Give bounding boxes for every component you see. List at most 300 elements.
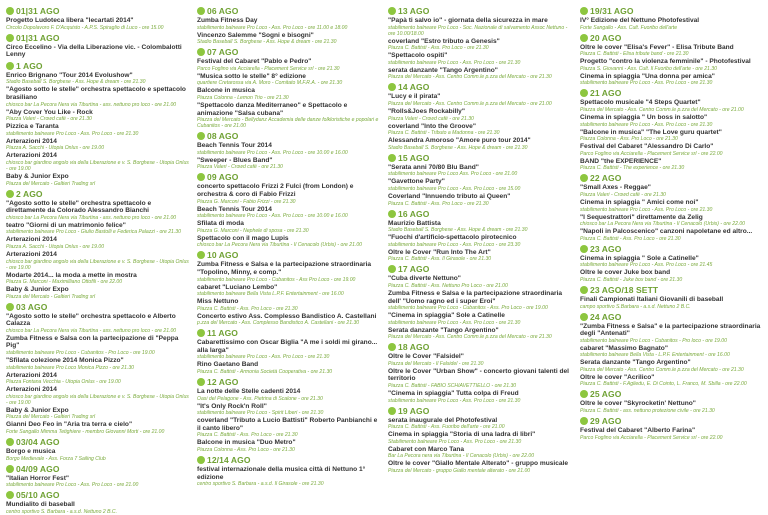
day-block (197, 6, 380, 45)
event-title: Balcone in musica (197, 87, 255, 95)
event-title: "Cinema in spiaggia" Sole a Catinelle (388, 312, 505, 320)
bullet-icon (580, 245, 588, 253)
day-date: 23 AGO/18 SETT (590, 284, 659, 295)
event-details: Piazza Valeri - Crowd café - ore 21.30 (580, 191, 666, 198)
event-details: stabilimento balneare Pro Loco - Ass. Pro Loco - ore 21.30 (580, 80, 713, 87)
event-details: stabilimento balneare Pro Loco - Ass. Pro Loco - ore 21.30 (580, 206, 713, 213)
event-item (580, 184, 764, 198)
day-header (6, 61, 189, 71)
event-title: Serata danzante "Tango Argentino" (388, 326, 499, 334)
event-title: Spettacolo con il mago Lupis (197, 234, 289, 242)
day-header (580, 173, 764, 183)
event-title: Festival del Cabaret "Alberto Farina" (580, 427, 696, 435)
event-item (580, 228, 764, 242)
event-title: Cinema in spiaggia "Storia di una ladra di libri" (388, 431, 536, 439)
event-item (580, 17, 764, 31)
event-item (197, 32, 380, 46)
event-details: Piazza C. Battisti - Tributo a Madonna - ore 21.30 (388, 130, 500, 137)
bullet-icon (6, 34, 14, 42)
event-details: chiosco bar La Pecora Nera via Tiburtina - Il Cenacolo (Urbis) - ore 22.00 (580, 221, 746, 228)
event-details: Piazza del Mercato - Ass. Centro Comm.le p.zza del Mercato - ore 21.30 (580, 366, 744, 373)
event-title: Borgo e musica (6, 448, 56, 456)
event-details: stabilimento balneare Bella Vista L.P.F. Entertainment - ore 16.00 (197, 291, 344, 298)
calendar-column-1 (6, 4, 189, 515)
event-title: Zumba Fitness e Salsa e la partecipazione straordinaria "Topolino, Minny, e comp." (197, 261, 372, 276)
event-details: Piazza C. Battisti - F.Agliedu, E. Di Cointo, L. Franco, M. Sbilla - ore 22.00 (580, 381, 747, 388)
bullet-icon (6, 465, 14, 473)
day-block (580, 312, 764, 388)
event-title: Oltre le Cover "Falsidel" (388, 353, 464, 361)
event-details: Piazza del Mercato - Ass. Centro Comm.le p.zza del Mercato - ore 21.30 (388, 74, 552, 81)
event-title: "I Sequestrattori" direttamente da Zelig (580, 213, 703, 221)
event-details: Piazza C. Battisti - Ass. Pro Loco - ore 21.30 (580, 235, 681, 242)
event-title: Arterazioni 2014 (6, 137, 57, 145)
day-header (197, 377, 380, 387)
bullet-icon (197, 173, 205, 181)
event-item (197, 17, 380, 31)
day-block (580, 173, 764, 241)
event-item (580, 400, 764, 414)
event-item (6, 448, 189, 462)
event-item (580, 323, 764, 344)
event-item (580, 44, 764, 58)
event-title: Serata danzante "Tango Argentino" (580, 359, 691, 367)
bullet-icon (388, 154, 396, 162)
event-item (197, 403, 380, 417)
event-title: Zumba Fitness e Salsa con la partecipazione di "Peppa Pig" (6, 334, 179, 350)
day-header (197, 47, 380, 57)
event-details: stabilimento balneare Pro Loco - Ass. Pro Loco - ore 21.30 (388, 397, 521, 404)
bullet-icon (580, 390, 588, 398)
event-title: Cabarettissimo con Oscar Biglia "A me i soldi mi girano... alla larga" (197, 339, 378, 354)
day-header (197, 131, 380, 141)
event-title: Baby & Junior Expo (6, 406, 69, 414)
event-title: "Musica sotto le stelle" 8° edizione (197, 72, 306, 80)
day-header (388, 82, 571, 92)
event-title: Baby & Junior Expo (6, 172, 69, 180)
day-date: 12 AGO (207, 377, 239, 388)
event-title: Balcone in musica "Duo Metro" (197, 439, 296, 447)
event-title: "Agosto sotto le stelle" orchestra spettacolo e spettacolo brasiliano (6, 86, 186, 101)
day-header (580, 312, 764, 322)
bullet-icon (388, 265, 396, 273)
event-item (197, 261, 380, 282)
event-item (197, 206, 380, 220)
day-date: 18 AGO (398, 342, 430, 353)
bullet-icon (6, 62, 14, 70)
bullet-icon (197, 456, 205, 464)
event-details: Piazza C. Battisti - Ass. Pro Loco - ore 21.30 (388, 45, 489, 52)
event-details: Stadio Baseball S. Borghese - Ass. Hope & dream - ore 21.30 (197, 39, 337, 46)
event-title: "Zumba Fitness e Salsa" e la partecipazione straordinaria degli "Antenati" (580, 322, 761, 338)
event-details: Piazza C. Battisti - Armonia Società Cooperativa - ore 21.30 (197, 369, 333, 376)
event-details: stabilimento balneare Pro Loco - Ass. Pro Loco - ore 21.45 (580, 262, 713, 269)
event-item (580, 114, 764, 128)
bullet-icon (197, 48, 205, 56)
event-details: Oasi del Pelagone - Ass. Pietrina di Scalone - ore 21.30 (197, 395, 323, 402)
bullet-icon (580, 313, 588, 321)
day-block (197, 172, 380, 248)
event-item (388, 327, 571, 341)
event-details: stabilimento balneare Pro Loco - Cubanitos - Pro Loco - ore 19.00 (6, 350, 155, 357)
event-details: Piazza C. Battisti - FABIO SCHIAVETTIELLO - ore 21.30 (388, 383, 517, 390)
event-title: "Spettacolo danza Mediterraneo" e Spettacolo e animazione "Salsa cubana" (197, 101, 348, 117)
event-item (197, 220, 380, 234)
bullet-icon (580, 286, 588, 294)
day-header (6, 189, 189, 199)
day-date: 24 AGO (590, 311, 622, 322)
event-details: chiosco bar La Pecora Nera via Tiburtina - ass. nettuno pro loco - ore 21.00 (6, 327, 177, 334)
event-title: "Italian Horror Fest" (6, 474, 70, 482)
event-details: Forte Sangallo - Ass. Cult. Fuoribo dell'arte (580, 24, 678, 31)
event-title: cabaret "Luciano Lembo" (197, 283, 278, 291)
event-title: Miss Nettuno (197, 298, 239, 306)
day-header (388, 406, 571, 416)
event-details: campo sportivo S.Barbara - a.s.d. Nettuno 2 B.C. (580, 303, 691, 310)
event-details: stabilimento balneare Pro Loco - Ass. Pro Loco - ore 10.00 e 16.00 (197, 149, 348, 156)
day-block (388, 6, 571, 80)
event-item (197, 339, 380, 360)
day-block (388, 406, 571, 474)
event-title: Cinema in spiaggia " Un boss in salotto" (580, 113, 708, 121)
day-block (6, 61, 189, 187)
event-details: Piazza C. Battisti - Ass. Pro Loco - ore 21.30 (388, 200, 489, 207)
event-title: "Gavettone Party" (388, 178, 445, 186)
event-item (197, 417, 380, 438)
event-item (197, 298, 380, 312)
event-title: "Spettacolo ospiti" (388, 52, 448, 60)
event-details: Piazza C. Battisti - Ass. Nettuno Pro Loco - ore 21.00 (388, 282, 508, 289)
event-item (388, 417, 571, 431)
event-details: Stadio Baseball S. Borghese - Ass. Hope & dream - ore 21.30 (6, 79, 146, 86)
event-item (197, 439, 380, 453)
event-item (6, 313, 189, 334)
event-details: Parco Foglino via Acciarella - Placement Service srl - ore 21.30 (197, 65, 340, 72)
event-details: centro sportivo S. Barbara - a.s.d. Il Girasole - ore 21.30 (197, 481, 324, 488)
event-details: Piazza del Mercato - Ass. Centro Comm.le p.zza del Mercato - ore 21.00 (388, 100, 552, 107)
event-details: Piazza C. Battisti - Ass. Pro Loco - ore 21.30 (197, 432, 298, 439)
event-title: "Agosto sotto le stelle" orchestra spettacolo e direttamente da Colorado Alessandro Bianchi (6, 199, 152, 215)
event-item (6, 286, 189, 300)
day-header (580, 88, 764, 98)
event-item (197, 87, 380, 101)
event-title: Oltre le Cover "Urban Show" - concerto giovani talenti del territorio (388, 367, 570, 383)
event-item (388, 234, 571, 248)
event-title: "Small Axes - Reggae" (580, 184, 651, 192)
day-header (197, 455, 380, 465)
event-title: "Napoli in Palcoscenico" canzoni napoletane ed altro... (580, 228, 753, 236)
event-item (580, 199, 764, 213)
event-details: chiosco bar giardino angolo via della Liberazione e v. S. Borghese - Utopia Onlus - ore 19.00 (6, 393, 189, 406)
day-header (388, 264, 571, 274)
event-details: stabilimento balneare Pro Loco - Spirit Liberi - ore 21.30 (197, 410, 324, 417)
event-title: Concerto estivo Ass. Complesso Bandistico A. Castellani (197, 312, 377, 320)
event-details: Piazza Valeri - Crowd café - ore 21.30 (197, 164, 283, 171)
day-block (6, 302, 189, 435)
bullet-icon (6, 491, 14, 499)
event-details: Piazza S. Giovanni - Ass. Cult. Il Fuoribo dell'arte - ore 21.30 (580, 65, 717, 72)
event-title: "Sfilata colezione 2014 Monica Pizzo" (6, 357, 124, 365)
event-title: "Serata anni 70/80 Blu Band" (388, 163, 479, 171)
event-title: Finali Campionati Italiani Giovanili di baseball (580, 295, 724, 303)
event-details: Forte Sangallo Mimma Tetighiere - membro Giovanni Morti - ore 21.00 (6, 429, 165, 436)
event-item (388, 164, 571, 178)
event-item (388, 275, 571, 289)
event-details: Borgo Medievale - Ass. Forza 7 Sailing Club (6, 455, 106, 462)
event-details: Piazza del Mercato - Galtieri Trading srl (6, 414, 96, 421)
day-block (580, 285, 764, 310)
event-title: Progetto "contro la violenza femminile" - Photofestival (580, 58, 751, 66)
day-block (6, 464, 189, 489)
day-header (388, 6, 571, 16)
event-details: Stadio Baseball S. Borghese - Ass. Hope & dream - ore 21.30 (388, 144, 528, 151)
day-date: 20 AGO (590, 32, 622, 43)
event-item (388, 137, 571, 151)
day-date: 19/31 AGO (590, 6, 634, 16)
event-item (388, 52, 571, 66)
event-item (6, 501, 189, 515)
event-item (388, 431, 571, 445)
day-header (388, 209, 571, 219)
event-details: Stadio Baseball S. Borghese - Ass. Hope & dream - ore 21.30 (388, 227, 528, 234)
day-block (6, 189, 189, 300)
day-header (197, 172, 380, 182)
day-block (6, 490, 189, 515)
event-item (6, 173, 189, 187)
day-date: 25 AGO (590, 389, 622, 400)
day-block (6, 33, 189, 59)
event-title: Arterazioni 2014 (6, 250, 57, 258)
event-item (6, 17, 189, 31)
bullet-icon (197, 251, 205, 259)
day-header (388, 153, 571, 163)
event-item (388, 123, 571, 137)
event-item (388, 17, 571, 37)
event-item (6, 236, 189, 250)
bullet-icon (388, 7, 396, 15)
event-title: Beach Tennis Tour 2014 (197, 142, 272, 150)
event-item (388, 312, 571, 326)
event-title: coverland "Tributo a Lucio Battisti" Roberto Panbianchi e il canto libero" (197, 417, 378, 432)
day-header (388, 342, 571, 352)
day-header (580, 389, 764, 399)
day-block (6, 437, 189, 462)
event-title: cabaret "Massimo Bagnato" (580, 344, 668, 352)
event-details: stabilimento balneare Pro Loco - Ass. Pro Loco - ore 21.30 (388, 59, 521, 66)
event-item (6, 386, 189, 406)
event-details: chiosco bar La Pecora Nera via Tiburtina - Il Cenacolo (Urbis) - ore 21.00 (197, 242, 363, 249)
event-item (6, 357, 189, 371)
event-item (388, 220, 571, 234)
event-details: stabilimento balneare Pro Loco Monica Pizzo - ore 21.30 (6, 364, 134, 371)
bullet-icon (6, 303, 14, 311)
event-details: Bar La Pecora nera via Tiburtina - Il Cenacolo (Urbis) - ore 22.00 (388, 453, 535, 460)
event-item (580, 359, 764, 373)
event-details: centro sportivo S. Barbara - a.s.d. Nettuno 2 B.C. (6, 508, 117, 515)
event-details: Piazza Colonna - Ass. Pro Loco - ore 21.30 (580, 136, 678, 143)
event-title: Oltre le cover "Skyrocketin' Nettuno" (580, 400, 696, 408)
bullet-icon (388, 407, 396, 415)
day-date: 22 AGO (590, 173, 622, 184)
event-title: Oltre le cover Juke box band (580, 269, 671, 277)
event-title: serata danzante "Tango Argentino" (388, 66, 498, 74)
day-header (580, 33, 764, 43)
event-details: stabilimento balneare Pro Loco - Ass. Pro Loco - ore 21.30 (197, 354, 330, 361)
event-item (6, 72, 189, 86)
event-details: chiosco bar La Pecora Nera via Tiburtina - ass. nettuno pro loco - ore 21.00 (6, 101, 177, 108)
event-title: Oltre le cover "Giallo Mentale Alterato" - gruppo musicale (388, 460, 569, 468)
event-item (580, 158, 764, 172)
event-title: Arterazioni 2014 (6, 386, 57, 394)
event-title: Beach Tennis Tour 2014 (197, 205, 272, 213)
event-title: Mundialito di baseball (6, 501, 75, 509)
event-item (6, 407, 189, 421)
event-details: Piazza A. Sacchi - Utopia Onlus - ore 19.00 (6, 243, 105, 250)
event-item (388, 290, 571, 311)
event-item (6, 251, 189, 271)
event-title: Oltre le Cover "Run Into The Art" (388, 248, 491, 256)
day-block (197, 328, 380, 375)
event-item (388, 368, 571, 389)
event-item (580, 269, 764, 283)
event-title: Maurizio Battista (388, 219, 441, 227)
day-header (6, 490, 189, 500)
event-item (580, 73, 764, 87)
event-item (580, 143, 764, 157)
event-details: Piazza del Mercato - Galtieri Trading srl (6, 293, 96, 300)
event-title: "Rolls&Joes Rockabilly" (388, 107, 465, 115)
event-details: p.zza del Mercato - Ass. Complesso Bandistico A. Castellani - ore 21.30 (197, 320, 360, 327)
day-date: 03 AGO (16, 301, 48, 312)
event-title: Vincenzo Salemme "Sogni e bisogni" (197, 31, 314, 39)
event-title: "It's Only Rock'n Roll" (197, 402, 267, 410)
day-block (388, 342, 571, 403)
bullet-icon (197, 329, 205, 337)
event-item (197, 157, 380, 171)
event-item (580, 255, 764, 269)
event-title: IV° Edizione del Nettuno Photofestival (580, 17, 700, 24)
day-date: 19 AGO (398, 405, 430, 416)
event-details: Piazza Colonna - Lemon Trio - ore 21.30 (197, 94, 289, 101)
event-details: Piazza Colonna - Ass. Pro Loco - ore 21.30 (197, 447, 295, 454)
event-title: Pizzica e Taranta (6, 123, 59, 131)
day-date: 01|31 AGO (16, 6, 60, 16)
event-details: stabilimento balneare Bella Vista - L.P.F. Entertainment - ore 16.00 (580, 352, 730, 359)
event-title: Cinema in spiaggia " Amici come noi" (580, 198, 699, 206)
event-title: Rino Gaetano Band (197, 361, 259, 369)
event-details: Parco Foglino via Acciarella - Placement Service srl - ore 22.00 (580, 150, 723, 157)
event-item (197, 142, 380, 156)
day-date: 14 AGO (398, 82, 430, 93)
day-date: 05/10 AGO (16, 490, 60, 501)
event-item (388, 353, 571, 367)
event-details: Piazza C. Battisti - Juke box band - ore 21.30 (580, 276, 683, 283)
event-title: Coverland "Innuendo tributo ai Queen" (388, 192, 511, 200)
event-details: Piazza C. Battisti - Ass. Pro Loco - ore 21.30 (197, 305, 298, 312)
event-details: Piazza Valeri - Crowd café - ore 21.30 (388, 115, 474, 122)
bullet-icon (580, 174, 588, 182)
day-block (197, 377, 380, 453)
event-details: chiosco bar La Pecora Nera via Tiburtina - ass. nettuno pro loco - ore 21.00 (6, 214, 177, 221)
day-block (388, 82, 571, 150)
day-date: 15 AGO (398, 152, 430, 163)
day-date: 03/04 AGO (16, 437, 60, 448)
event-item (388, 460, 571, 474)
event-details: stabilimento balneare Pro Loco - Giulio Bastolli e Federica Palazzi - ore 21.30 (6, 229, 181, 236)
day-date: 13 AGO (398, 6, 430, 16)
event-title: Gianni Deo Feo in "Aria tra terra e cielo" (6, 421, 133, 429)
event-details: stabilimento balneare Pro Loco - Cubanitos - Ass. Pro Loco - ore 19.00 (388, 305, 548, 312)
event-details: stabilimento balneare Pro Loco - Ass. Pro Loco - ore 21.00 (6, 482, 139, 489)
day-header (580, 6, 764, 16)
day-header (6, 437, 189, 447)
event-title: coverland "Into the Groove" (388, 122, 476, 130)
day-date: 10 AGO (207, 250, 239, 261)
day-header (197, 328, 380, 338)
event-details: stabilimento balneare Pro Loco Ass. Pro Loco - ore 21.00 (388, 171, 518, 178)
event-details: stabilimento balneare Pro Loco - Ass. Pro Loco - ore 11.00 e 18.00 (197, 24, 348, 31)
day-block (580, 389, 764, 414)
event-item (197, 388, 380, 402)
event-title: "Lucy e il pirata" (388, 93, 441, 101)
event-item (580, 129, 764, 143)
day-date: 01|31 AGO (16, 32, 60, 43)
event-title: serata inaugurale del Photofestival (388, 416, 498, 424)
event-details: Piazza G. Marconi - Nephele di sposa - ore 21.30 (197, 227, 309, 234)
event-title: Spettacolo musicale "4 Steps Quartet" (580, 99, 701, 107)
event-title: Baby & Junior Expo (6, 286, 69, 294)
day-block (580, 6, 764, 31)
event-title: Oltre le cover "Elisa's Fever" - Elisa Tribute Band (580, 43, 734, 51)
event-title: Zumba Fitness Day (197, 17, 258, 24)
event-details: stabilimento balneare Pro Loco - Ass. Pro Loco - ore 21.30 (388, 319, 521, 326)
bullet-icon (197, 7, 205, 15)
event-title: BAND "the EXPERIENCE" (580, 157, 662, 165)
day-block (6, 6, 189, 31)
day-block (580, 88, 764, 171)
event-title: Cinema in spiaggia "Una donna per amica" (580, 72, 715, 80)
event-title: Progetto Ludoteca libera "lecartati 2014" (6, 17, 134, 24)
event-details: stabilimento balneare Pro Loco - Ass. Pro Loco - ore 21.30 (580, 121, 713, 128)
day-block (197, 250, 380, 326)
event-item (388, 93, 571, 107)
calendar-column-3 (388, 4, 571, 475)
event-item (197, 466, 380, 487)
event-item (6, 335, 189, 356)
event-details: Piazza del Mercato - gruppo Giallo mentale alterato - ore 21.00 (388, 468, 531, 475)
event-details: Piazza C. Battisti - ass. nettuno protezione civile - ore 21.30 (580, 408, 715, 415)
event-title: La notte delle Stelle cadenti 2014 (197, 388, 301, 396)
event-item (580, 427, 764, 441)
day-date: 16 AGO (398, 208, 430, 219)
day-header (580, 416, 764, 426)
event-title: Arterazioni 2014 (6, 236, 57, 244)
event-details: Piazza del Mercato - Ass. Centro Comm.le p.zza del Mercato - ore 21.00 (580, 106, 744, 113)
bullet-icon (197, 378, 205, 386)
event-item (388, 446, 571, 460)
day-block (197, 47, 380, 129)
event-item (580, 214, 764, 228)
day-date: 06 AGO (207, 6, 239, 16)
event-item (388, 193, 571, 207)
day-date: 12/14 AGO (207, 455, 251, 466)
event-item (388, 390, 571, 404)
day-date: 17 AGO (398, 264, 430, 275)
bullet-icon (388, 210, 396, 218)
bullet-icon (580, 417, 588, 425)
event-details: Circolo Dopolavoro F. D'Acquisto - A.P.S. Spiraglio di Luco - ore 15.00 (6, 24, 164, 31)
day-block (388, 153, 571, 207)
